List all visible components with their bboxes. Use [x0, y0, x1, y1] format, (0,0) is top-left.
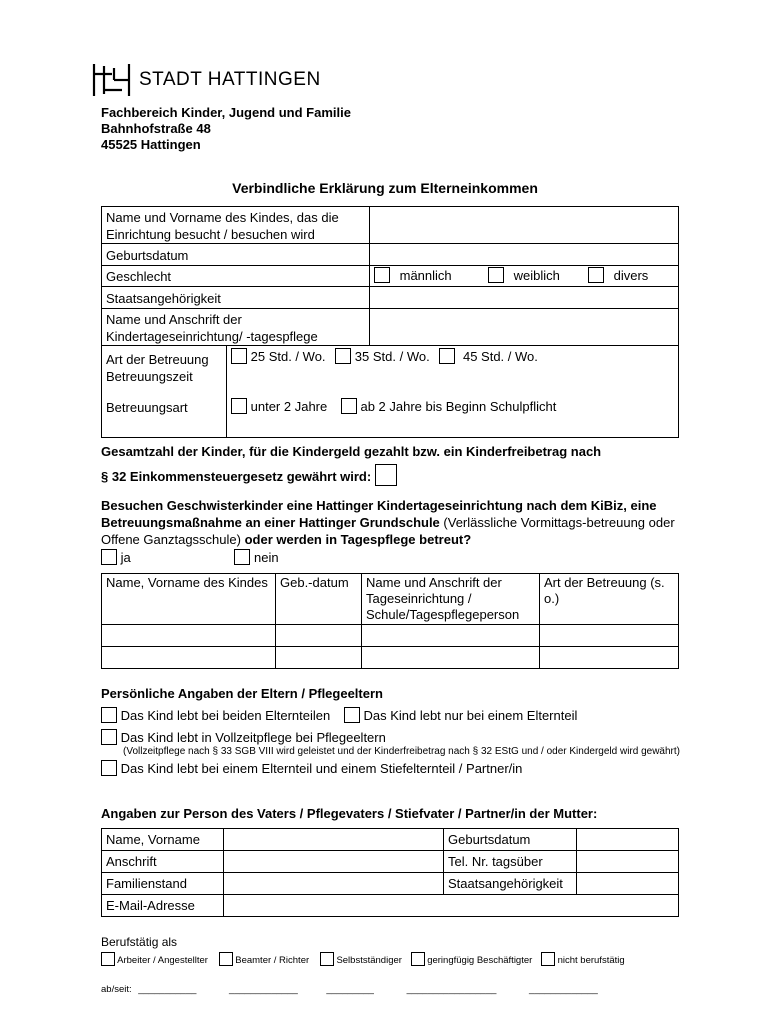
cell[interactable]: [102, 647, 276, 669]
child-table: [101, 206, 679, 438]
street: Bahnhofstraße 48: [101, 121, 211, 136]
since-field-5[interactable]: _____________: [529, 984, 598, 995]
since-field-1[interactable]: ___________: [138, 984, 197, 995]
father-phone-label: Tel. Nr. tagsüber: [444, 851, 577, 873]
since-field-3[interactable]: _________: [326, 984, 374, 995]
city-name: STADT HATTINGEN: [139, 69, 321, 90]
father-heading: Angaben zur Person des Vaters / Pflegevaters / Stiefvater / Partner/in der Mutter:: [101, 806, 598, 821]
father-email-field[interactable]: [224, 895, 679, 917]
facility-label: Name und Anschrift der Kindertageseinrichtung/ -tagespflege: [102, 309, 370, 346]
siblings-table: [101, 573, 679, 669]
siblings-q-bold1: Besuchen Geschwisterkinder eine Hattinger Kindertageseinrichtung nach dem KiBiz, eine Betreuungsmaßnahme an einer Hattinger Grundschule: [101, 498, 657, 530]
siblings-yes-label: ja: [120, 550, 131, 565]
kindergeld-line1: Gesamtzahl der Kinder, für die Kindergeld gezahlt bzw. ein Kinderfreibetrag nach: [101, 444, 602, 459]
father-birth-label: Geburtsdatum: [444, 829, 577, 851]
child-name-field[interactable]: [370, 207, 679, 244]
father-email-label: E-Mail-Adresse: [102, 895, 224, 917]
parents-section: [101, 685, 681, 777]
both-parents-checkbox[interactable]: [101, 707, 117, 723]
foster-note: (Vollzeitpflege nach § 33 SGB VIII wird geleistet und der Kinderfreibetrag nach § 32 EStG und / oder Kindergeld wird gewährt): [123, 746, 680, 757]
self-employed-checkbox[interactable]: [320, 952, 334, 966]
col-birth: Geb.-datum: [276, 574, 362, 625]
cell[interactable]: [276, 647, 362, 669]
diverse-label: divers: [613, 268, 649, 283]
not-employed-checkbox[interactable]: [541, 952, 555, 966]
care-block: [102, 346, 679, 438]
cell[interactable]: [362, 625, 540, 647]
care-time-label: Betreuungszeit: [106, 369, 193, 384]
hours-25-label: 25 Std. / Wo.: [250, 349, 326, 364]
cell[interactable]: [540, 625, 679, 647]
siblings-yes-checkbox[interactable]: [101, 549, 117, 565]
over-2-label: ab 2 Jahre bis Beginn Schulpflicht: [360, 399, 557, 414]
father-address-field[interactable]: [224, 851, 444, 873]
siblings-question: [101, 497, 681, 566]
kindergeld-count-box[interactable]: [375, 464, 397, 486]
kindergeld-line2: § 32 Einkommensteuergesetz gewährt wird:: [101, 469, 372, 484]
father-name-label: Name, Vorname: [102, 829, 224, 851]
father-marital-field[interactable]: [224, 873, 444, 895]
facility-field[interactable]: [370, 309, 679, 346]
female-label: weiblich: [513, 268, 560, 283]
table-row: [102, 647, 679, 669]
birth-label: Geburtsdatum: [102, 244, 370, 266]
father-name-field[interactable]: [224, 829, 444, 851]
nationality-field[interactable]: [370, 287, 679, 309]
parents-heading: Persönliche Angaben der Eltern / Pflegeeltern: [101, 686, 383, 701]
not-employed-label: nicht berufstätig: [557, 955, 625, 966]
form-title: Verbindliche Erklärung zum Elterneinkommen: [232, 180, 538, 196]
hattingen-logo-icon: [92, 64, 132, 96]
diverse-checkbox[interactable]: [588, 267, 604, 283]
stepparent-checkbox[interactable]: [101, 760, 117, 776]
female-checkbox[interactable]: [488, 267, 504, 283]
foster-checkbox[interactable]: [101, 729, 117, 745]
siblings-q-normal: (Verlässliche Vormittags-betreuung oder Offene Ganztagsschule): [101, 515, 675, 547]
male-label: männlich: [399, 268, 452, 283]
marginal-checkbox[interactable]: [411, 952, 425, 966]
care-type-label: Betreuungsart: [106, 400, 188, 415]
hours-45-checkbox[interactable]: [439, 348, 455, 364]
father-nationality-label: Staatsangehörigkeit: [444, 873, 577, 895]
one-parent-checkbox[interactable]: [344, 707, 360, 723]
gender-options: [370, 266, 679, 287]
address-block: [101, 105, 351, 153]
stepparent-label: Das Kind lebt bei einem Elternteil und einem Stiefelternteil / Partner/in: [120, 761, 523, 776]
cell[interactable]: [362, 647, 540, 669]
father-table: [101, 828, 679, 917]
city: 45525 Hattingen: [101, 137, 201, 152]
worker-checkbox[interactable]: [101, 952, 115, 966]
city-logo: [92, 64, 321, 96]
nationality-label: Staatsangehörigkeit: [102, 287, 370, 309]
self-employed-label: Selbstständiger: [336, 955, 402, 966]
father-birth-field[interactable]: [577, 829, 679, 851]
both-parents-label: Das Kind lebt bei beiden Elternteilen: [120, 708, 331, 723]
hours-35-label: 35 Std. / Wo.: [354, 349, 430, 364]
child-name-label: Name und Vorname des Kindes, das die Einrichtung besucht / besuchen wird: [102, 207, 370, 244]
col-name: Name, Vorname des Kindes: [102, 574, 276, 625]
father-nationality-field[interactable]: [577, 873, 679, 895]
worker-label: Arbeiter / Angestellter: [117, 955, 208, 966]
one-parent-label: Das Kind lebt nur bei einem Elternteil: [363, 708, 578, 723]
siblings-q-bold2: oder werden in Tagespflege betreut?: [244, 532, 472, 547]
hours-25-checkbox[interactable]: [231, 348, 247, 364]
siblings-no-checkbox[interactable]: [234, 549, 250, 565]
father-marital-label: Familienstand: [102, 873, 224, 895]
department: Fachbereich Kinder, Jugend und Familie: [101, 105, 351, 120]
marginal-label: geringfügig Beschäftigter: [427, 955, 533, 966]
col-care: Art der Betreuung (s. o.): [540, 574, 679, 625]
civil-servant-label: Beamter / Richter: [235, 955, 310, 966]
cell[interactable]: [102, 625, 276, 647]
since-field-4[interactable]: _________________: [406, 984, 497, 995]
over-2-checkbox[interactable]: [341, 398, 357, 414]
male-checkbox[interactable]: [374, 267, 390, 283]
birth-field[interactable]: [370, 244, 679, 266]
father-phone-field[interactable]: [577, 851, 679, 873]
hours-35-checkbox[interactable]: [335, 348, 351, 364]
employment-section: [101, 934, 681, 998]
gender-label: Geschlecht: [102, 266, 370, 287]
cell[interactable]: [276, 625, 362, 647]
siblings-no-label: nein: [254, 550, 279, 565]
foster-label: Das Kind lebt in Vollzeitpflege bei Pflegeeltern: [120, 730, 386, 745]
father-address-label: Anschrift: [102, 851, 224, 873]
employment-label: Berufstätig als: [101, 935, 178, 949]
kindergeld-question: [101, 443, 681, 486]
since-label: ab/seit:: [101, 984, 132, 995]
civil-servant-checkbox[interactable]: [219, 952, 233, 966]
cell[interactable]: [540, 647, 679, 669]
since-field-2[interactable]: _____________: [229, 984, 298, 995]
under-2-checkbox[interactable]: [231, 398, 247, 414]
hours-45-label: 45 Std. / Wo.: [462, 349, 538, 364]
under-2-label: unter 2 Jahre: [250, 399, 328, 414]
table-row: [102, 625, 679, 647]
care-kind-label: Art der Betreuung: [106, 352, 209, 367]
col-facility: Name und Anschrift der Tageseinrichtung / Schule/Tagespflegeperson: [362, 574, 540, 625]
